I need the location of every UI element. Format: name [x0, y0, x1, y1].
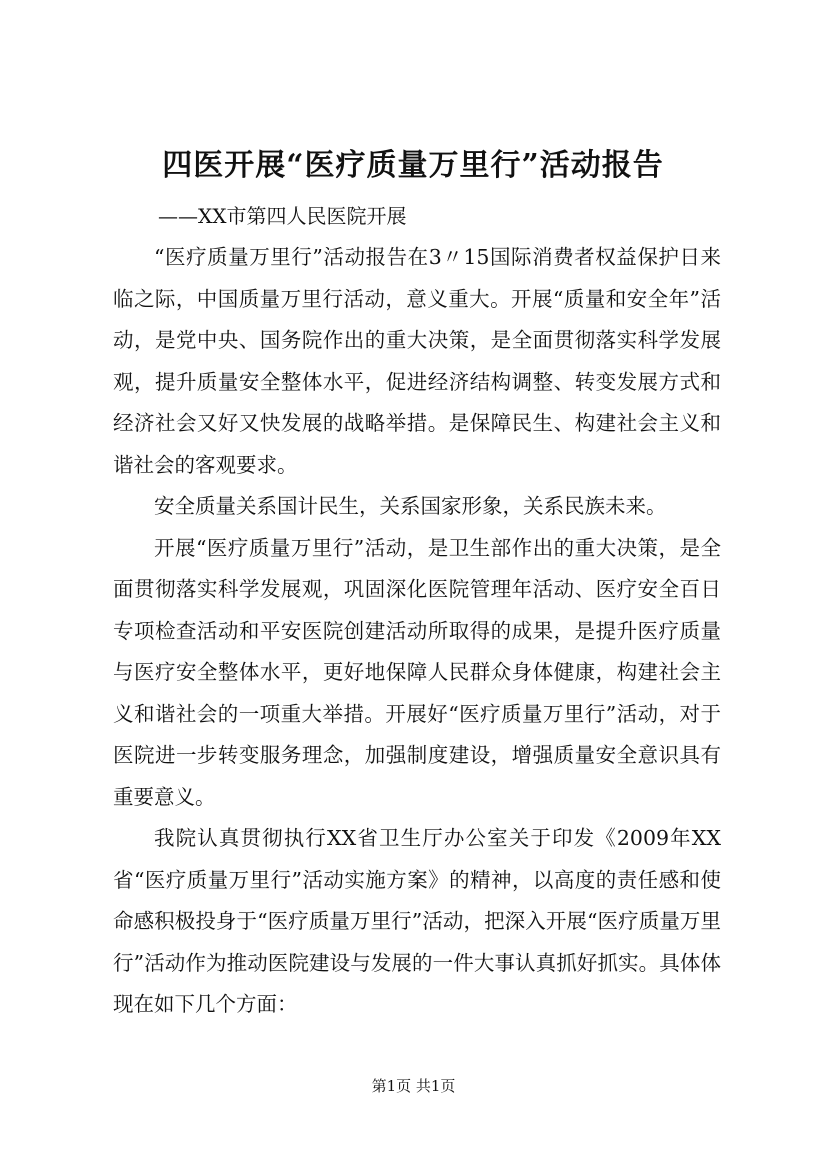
- paragraph-4: 我院认真贯彻执行XX省卫生厅办公室关于印发《2009年XX省“医疗质量万里行”活动实施方案》的精神，以高度的责任感和使命感积极投身于“医疗质量万里行”活动，把深入开展“医疗质量万里行”活动作为推动医院建设与发展的一件大事认真抓好抓实。具体体现在如下几个方面：: [113, 826, 721, 1016]
- paragraph-1: “医疗质量万里行”活动报告在3〃15国际消费者权益保护日来临之际，中国质量万里行活动，意义重大。开展“质量和安全年”活动，是党中央、国务院作出的重大决策，是全面贯彻落实科学发展观，提升质量安全整体水平，促进经济结构调整、转变发展方式和经济社会又好又快发展的战略举措。是保障民生、构建社会主义和谐社会的客观要求。: [113, 245, 721, 477]
- paragraph-2: 安全质量关系国计民生，关系国家形象，关系民族未来。: [154, 494, 667, 518]
- paragraph-3: 开展“医疗质量万里行”活动，是卫生部作出的重大决策，是全面贯彻落实科学发展观，巩固深化医院管理年活动、医疗安全百日专项检查活动和平安医院创建活动所取得的成果，是提升医疗质量与医疗安全整体水平，更好地保障人民群众身体健康，构建社会主义和谐社会的一项重大举措。开展好“医疗质量万里行”活动，对于医院进一步转变服务理念，加强制度建设，增强质量安全意识具有重要意义。: [113, 535, 721, 809]
- document-body: [113, 237, 721, 1026]
- document-subtitle: ——XX市第四人民医院开展: [158, 204, 407, 228]
- page-footer: 第1页 共1页: [371, 1077, 456, 1095]
- document-title: 四医开展“医疗质量万里行”活动报告: [162, 148, 664, 183]
